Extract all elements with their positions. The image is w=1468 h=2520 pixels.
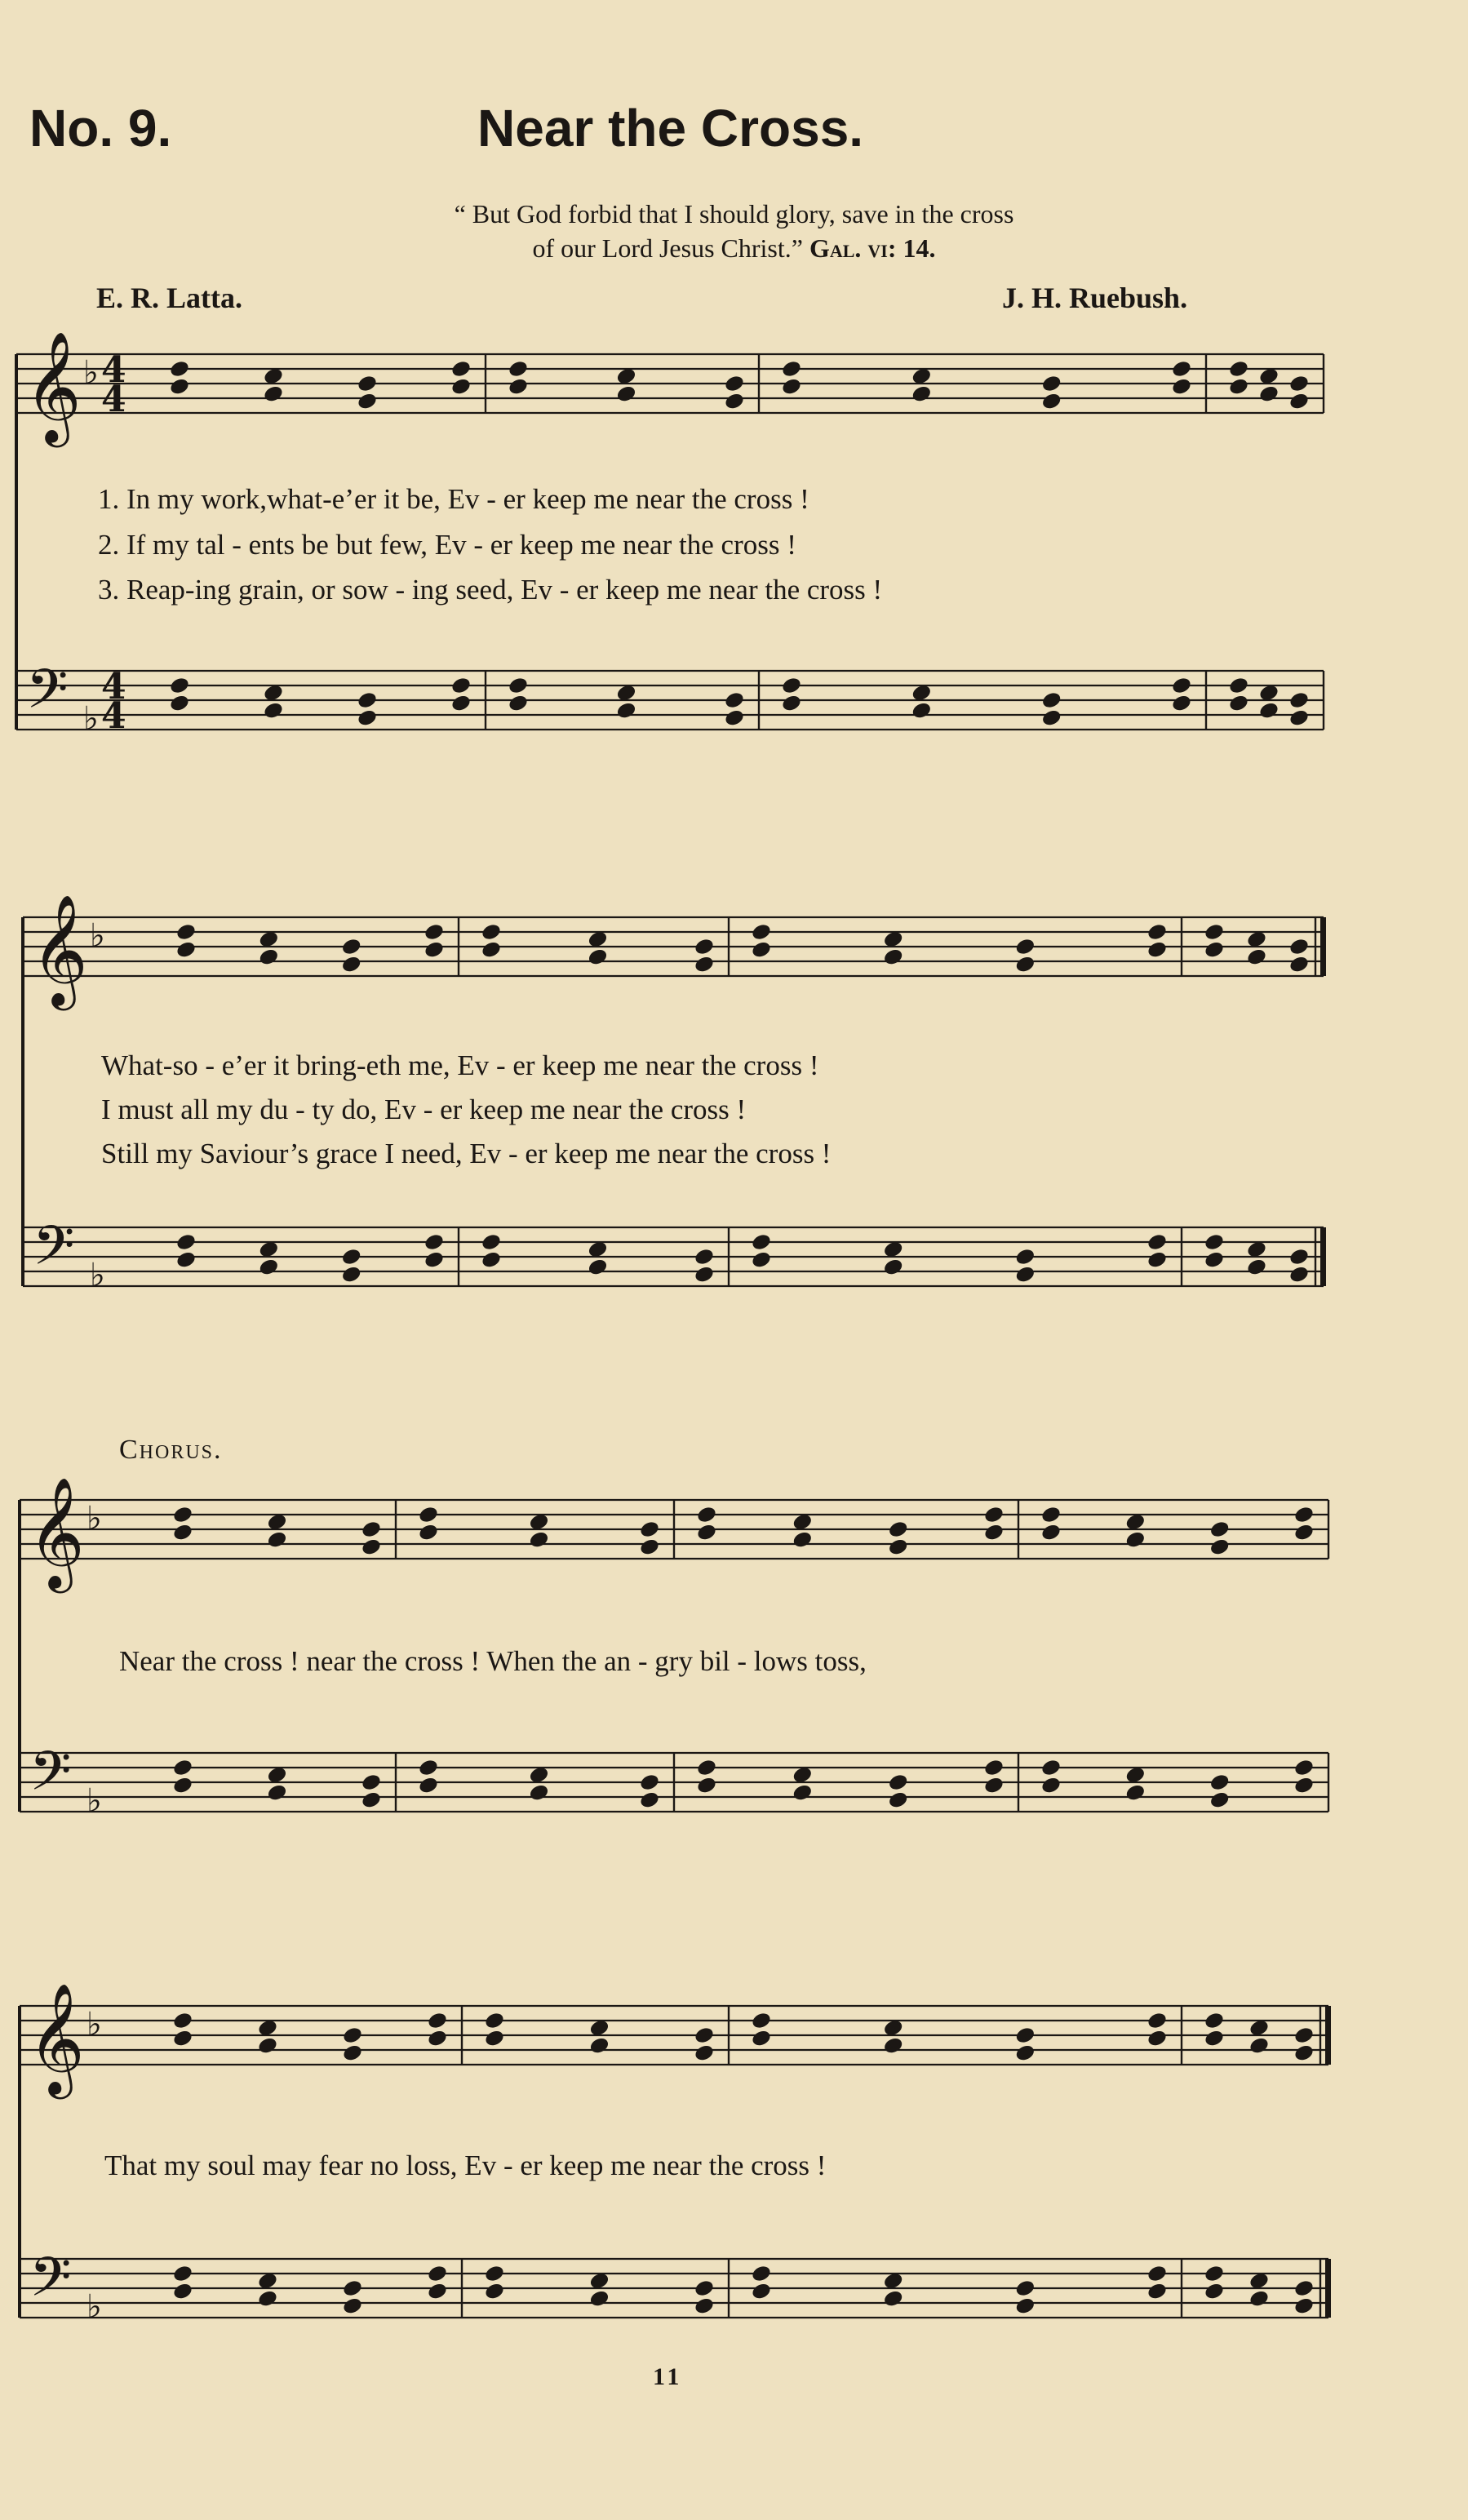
system-2-treble-notehead [751, 922, 773, 942]
system-4-bass-notehead [588, 2289, 610, 2309]
system-1-bass-notehead [1040, 708, 1062, 728]
system-3-treble-notehead [639, 1537, 661, 1557]
system-3-treble-notehead [1293, 1523, 1315, 1542]
system-2-bass-notehead [424, 1232, 446, 1252]
system-2-treble-notehead [175, 922, 197, 942]
system-4-treble-final-thick [1325, 2006, 1331, 2065]
system-1-bass-notehead [911, 701, 933, 721]
system-1-bass-notehead [1228, 676, 1250, 695]
system-3-treble-notehead [172, 1505, 194, 1524]
system-3-treble-notehead [1040, 1523, 1062, 1542]
system-2-treble-notehead [424, 940, 446, 960]
system-1-treble-notehead [1288, 392, 1311, 411]
system-1-treble-notehead [1171, 359, 1193, 379]
system-4-bass-notehead [342, 2296, 364, 2316]
system-4-bass-notehead [342, 2278, 364, 2298]
system-4-bass-notehead [427, 2282, 449, 2301]
system-1-bass-notehead [508, 676, 530, 695]
system-4-treble-notehead [1146, 2029, 1169, 2048]
system-4-bass-notehead [1293, 2296, 1315, 2316]
verse-line-1-2: 2. If my tal - ents be but few, Ev - er keep me near the cross ! [98, 529, 796, 561]
system-2-treble-notehead [481, 940, 503, 960]
system-1-treble-notehead [781, 377, 803, 397]
system-2-treble-notehead [1146, 940, 1169, 960]
system-1-bass-time: 4 [101, 695, 126, 737]
system-2-treble-final-thick [1320, 917, 1326, 976]
system-1-treble-notehead [1040, 392, 1062, 411]
system-3-treble-notehead [887, 1520, 909, 1539]
system-3-treble-key-flat: ♭ [86, 1500, 102, 1537]
system-1-treble-notehead [781, 359, 803, 379]
system-3-treble-notehead [696, 1505, 718, 1524]
system-3-treble-notehead [1293, 1505, 1315, 1524]
system-3-bass-notehead [1124, 1783, 1146, 1803]
system-1-bass-notehead [1228, 694, 1250, 713]
system-2-treble-notehead [694, 955, 716, 974]
system-1-bass-notehead [357, 708, 379, 728]
system-3-treble-notehead [983, 1505, 1005, 1524]
system-2-bass-notehead [258, 1258, 280, 1277]
system-1-bass-notehead [169, 694, 191, 713]
system-4-bass-final-thick [1325, 2259, 1331, 2318]
system-4-bass-notehead [257, 2289, 279, 2309]
system-4-bass-notehead [751, 2282, 773, 2301]
system-4-bass-notehead [1146, 2264, 1169, 2283]
system-3-treble-notehead [1209, 1520, 1231, 1539]
hymn-title: Near the Cross. [477, 99, 864, 158]
system-3-treble-clef: 𝄞 [28, 1475, 85, 1588]
system-3-bass-notehead [1293, 1758, 1315, 1777]
system-4-treble-notehead [484, 2011, 506, 2030]
system-3-treble-notehead [1209, 1537, 1231, 1557]
system-2-treble-notehead [587, 947, 609, 967]
system-4-treble-notehead [1014, 2043, 1036, 2063]
system-2-bass-notehead [694, 1265, 716, 1284]
system-3-treble-notehead [418, 1505, 440, 1524]
system-3-bass-notehead [266, 1783, 288, 1803]
system-3-bass-notehead [1040, 1776, 1062, 1795]
system-4-treble-notehead [694, 2043, 716, 2063]
system-1-treble-notehead [1171, 377, 1193, 397]
system-2-treble-notehead [1246, 947, 1268, 967]
system-2-treble-clef: 𝄞 [31, 893, 88, 1005]
system-2-bass-key-flat: ♭ [90, 1257, 105, 1294]
system-1-treble-notehead [508, 359, 530, 379]
system-2-bass-notehead [175, 1232, 197, 1252]
system-2-bass-notehead [1288, 1265, 1311, 1284]
system-3-bass-notehead [418, 1758, 440, 1777]
system-2-bass-notehead [1014, 1247, 1036, 1267]
system-4-bass-notehead [1014, 2296, 1036, 2316]
system-2-bass-notehead [751, 1250, 773, 1270]
system-1-bass-notehead [1288, 708, 1311, 728]
system-2-bass-notehead [751, 1232, 773, 1252]
system-3-bass-key-flat: ♭ [86, 1782, 102, 1820]
system-3-treble-notehead [887, 1537, 909, 1557]
system-2-bass-notehead [1146, 1232, 1169, 1252]
verse-line-2-3: Still my Saviour’s grace I need, Ev - er keep me near the cross ! [101, 1138, 832, 1169]
system-4-bass-notehead [1204, 2264, 1226, 2283]
system-1-treble-notehead [724, 374, 746, 393]
system-2-bass-notehead [587, 1258, 609, 1277]
system-1-treble-notehead [357, 392, 379, 411]
system-4-treble-notehead [1248, 2036, 1271, 2056]
system-2-treble-notehead [340, 937, 362, 956]
page-number: 11 [653, 2363, 683, 2390]
system-4-treble-notehead [257, 2036, 279, 2056]
system-4-treble-notehead [882, 2036, 904, 2056]
system-3-bass-notehead [887, 1790, 909, 1810]
system-3-bass-notehead [1209, 1790, 1231, 1810]
system-1-bass-notehead [1040, 690, 1062, 710]
system-4-bass-notehead [1204, 2282, 1226, 2301]
system-1-bass-notehead [781, 694, 803, 713]
system-2-treble-notehead [694, 937, 716, 956]
composer-credit: J. H. Ruebush. [1002, 282, 1188, 314]
system-1-bass-notehead [450, 676, 472, 695]
system-3-treble-notehead [639, 1520, 661, 1539]
system-1-treble-time: 4 [101, 349, 126, 391]
system-3-treble-notehead [983, 1523, 1005, 1542]
system-2-treble-notehead [175, 940, 197, 960]
system-1-treble-notehead [1228, 359, 1250, 379]
system-4-bass-key-flat: ♭ [86, 2288, 102, 2326]
system-2-bass-notehead [1246, 1258, 1268, 1277]
system-3-treble-notehead [361, 1537, 383, 1557]
system-3-bass-notehead [1293, 1776, 1315, 1795]
system-4-bass-notehead [1146, 2282, 1169, 2301]
system-4-treble-clef: 𝄞 [28, 1981, 85, 2094]
system-1-treble-time: 4 [101, 379, 126, 420]
system-4-treble-notehead [1293, 2043, 1315, 2063]
system-1-bass-notehead [1258, 701, 1280, 721]
system-4-treble-notehead [1204, 2011, 1226, 2030]
system-3-bass-notehead [361, 1790, 383, 1810]
system-2-bass-notehead [481, 1232, 503, 1252]
system-4-bass-notehead [694, 2296, 716, 2316]
system-4-bass-notehead [484, 2282, 506, 2301]
system-1-treble-notehead [357, 374, 379, 393]
system-1-bass-notehead [1288, 690, 1311, 710]
author-credit: E. R. Latta. [96, 282, 242, 314]
system-1-treble-notehead [724, 392, 746, 411]
chorus-label: Chorus. [119, 1435, 223, 1465]
system-2-bass-clef: 𝄢 [33, 1214, 75, 1290]
system-3-bass-notehead [528, 1783, 550, 1803]
system-2-bass-notehead [1146, 1250, 1169, 1270]
system-2-bass-notehead [1204, 1232, 1226, 1252]
system-1-bass-notehead [781, 676, 803, 695]
system-1-treble-notehead [911, 384, 933, 404]
system-3-bass-notehead [418, 1776, 440, 1795]
system-4-treble-notehead [342, 2043, 364, 2063]
system-2-treble-notehead [1288, 937, 1311, 956]
system-4-treble-notehead [1146, 2011, 1169, 2030]
system-1-bass-notehead [357, 690, 379, 710]
system-3-treble-notehead [528, 1530, 550, 1550]
system-4-treble-notehead [751, 2029, 773, 2048]
epigraph-line-1: “ But God forbid that I should glory, save in the cross [454, 199, 1014, 228]
system-3-bass-notehead [887, 1772, 909, 1792]
system-4-treble-notehead [1293, 2025, 1315, 2045]
system-2-bass-notehead [882, 1258, 904, 1277]
system-1-treble-notehead [169, 377, 191, 397]
system-4-treble-notehead [1014, 2025, 1036, 2045]
system-2-bass-notehead [175, 1250, 197, 1270]
system-4-bass-notehead [172, 2264, 194, 2283]
system-1-bass-clef: 𝄢 [26, 658, 69, 734]
system-1-treble-notehead [615, 384, 637, 404]
system-1-bass-notehead [724, 708, 746, 728]
system-3-bass-notehead [639, 1772, 661, 1792]
system-2-bass-notehead [340, 1265, 362, 1284]
system-2-bass-notehead [694, 1247, 716, 1267]
system-2-bass-notehead [1288, 1247, 1311, 1267]
system-2-treble-notehead [340, 955, 362, 974]
system-2-treble-notehead [424, 922, 446, 942]
system-1-treble-notehead [508, 377, 530, 397]
scripture-reference: Gal. vi: 14. [809, 233, 936, 263]
system-1-bass-key-flat: ♭ [83, 700, 99, 738]
system-3-bass-notehead [172, 1758, 194, 1777]
system-3-bass-notehead [1209, 1772, 1231, 1792]
verse-line-2-1: What-so - e’er it bring-eth me, Ev - er keep me near the cross ! [101, 1049, 819, 1081]
system-4-bass-notehead [694, 2278, 716, 2298]
chorus-line-2: That my soul may fear no loss, Ev - er keep me near the cross ! [104, 2150, 827, 2181]
system-3-bass-notehead [1040, 1758, 1062, 1777]
system-3-treble-notehead [1124, 1530, 1146, 1550]
system-1-bass-notehead [615, 701, 637, 721]
system-4-bass-notehead [882, 2289, 904, 2309]
system-3-treble-notehead [266, 1530, 288, 1550]
verse-line-1-3: 3. Reap-ing grain, or sow - ing seed, Ev - er keep me near the cross ! [98, 574, 883, 606]
epigraph-quote: of our Lord Jesus Christ.” [532, 233, 803, 263]
system-1-treble-notehead [1288, 374, 1311, 393]
system-3-treble-notehead [696, 1523, 718, 1542]
system-3-bass-notehead [696, 1758, 718, 1777]
system-1-treble-notehead [1040, 374, 1062, 393]
system-4-bass-notehead [427, 2264, 449, 2283]
system-1-bass-notehead [508, 694, 530, 713]
system-4-treble-notehead [342, 2025, 364, 2045]
system-4-treble-notehead [427, 2029, 449, 2048]
system-4-bass-notehead [172, 2282, 194, 2301]
system-4-bass-notehead [751, 2264, 773, 2283]
system-4-treble-notehead [427, 2011, 449, 2030]
verse-line-2-2: I must all my du - ty do, Ev - er keep me near the cross ! [101, 1094, 747, 1125]
system-1-bass-notehead [450, 694, 472, 713]
system-1-bass-notehead [1171, 694, 1193, 713]
system-3-bass-notehead [983, 1776, 1005, 1795]
system-1-treble-notehead [1228, 377, 1250, 397]
system-4-treble-notehead [588, 2036, 610, 2056]
system-4-bass-notehead [484, 2264, 506, 2283]
system-4-bass-notehead [1014, 2278, 1036, 2298]
system-3-bass-notehead [361, 1772, 383, 1792]
system-1-treble-notehead [450, 359, 472, 379]
system-4-treble-key-flat: ♭ [86, 2006, 102, 2043]
system-1-treble-notehead [1258, 384, 1280, 404]
system-2-treble-notehead [1204, 922, 1226, 942]
system-2-bass-notehead [424, 1250, 446, 1270]
system-1-treble-key-flat: ♭ [83, 354, 99, 392]
system-2-treble-key-flat: ♭ [90, 917, 105, 955]
system-2-treble-notehead [1014, 955, 1036, 974]
system-2-treble-notehead [1204, 940, 1226, 960]
system-3-treble-notehead [792, 1530, 814, 1550]
system-2-treble-notehead [882, 947, 904, 967]
system-2-treble-notehead [751, 940, 773, 960]
system-4-treble-notehead [484, 2029, 506, 2048]
system-4-bass-notehead [1248, 2289, 1271, 2309]
system-1-treble-notehead [450, 377, 472, 397]
system-3-bass-notehead [983, 1758, 1005, 1777]
system-3-treble-notehead [1040, 1505, 1062, 1524]
system-3-bass-notehead [696, 1776, 718, 1795]
system-2-treble-notehead [1288, 955, 1311, 974]
system-2-bass-final-thick [1320, 1227, 1326, 1286]
hymn-number: No. 9. [29, 99, 172, 158]
system-4-treble-notehead [172, 2011, 194, 2030]
chorus-line-1: Near the cross ! near the cross ! When the an - gry bil - lows toss, [119, 1645, 867, 1677]
system-1-treble-notehead [263, 384, 285, 404]
system-3-bass-notehead [792, 1783, 814, 1803]
system-4-treble-notehead [694, 2025, 716, 2045]
system-3-bass-clef: 𝄢 [29, 1740, 72, 1816]
system-4-treble-notehead [751, 2011, 773, 2030]
system-1-bass-notehead [263, 701, 285, 721]
system-3-treble-notehead [418, 1523, 440, 1542]
system-2-bass-notehead [1204, 1250, 1226, 1270]
system-1-bass-notehead [169, 676, 191, 695]
system-3-treble-notehead [172, 1523, 194, 1542]
system-1-bass-time: 4 [101, 666, 126, 708]
system-2-treble-notehead [258, 947, 280, 967]
system-4-treble-notehead [172, 2029, 194, 2048]
system-4-bass-clef: 𝄢 [29, 2246, 72, 2322]
system-1-treble-clef: 𝄞 [24, 330, 82, 442]
system-1-bass-notehead [1171, 676, 1193, 695]
verse-line-1-1: 1. In my work,what-e’er it be, Ev - er keep me near the cross ! [98, 483, 809, 515]
system-3-treble-notehead [361, 1520, 383, 1539]
system-2-bass-notehead [340, 1247, 362, 1267]
system-3-bass-notehead [172, 1776, 194, 1795]
system-2-treble-notehead [1014, 937, 1036, 956]
system-2-treble-notehead [1146, 922, 1169, 942]
system-2-bass-notehead [481, 1250, 503, 1270]
system-4-treble-notehead [1204, 2029, 1226, 2048]
system-2-treble-notehead [481, 922, 503, 942]
system-4-bass-notehead [1293, 2278, 1315, 2298]
system-1-bass-notehead [724, 690, 746, 710]
system-1-treble-notehead [169, 359, 191, 379]
system-2-bass-notehead [1014, 1265, 1036, 1284]
system-3-bass-notehead [639, 1790, 661, 1810]
